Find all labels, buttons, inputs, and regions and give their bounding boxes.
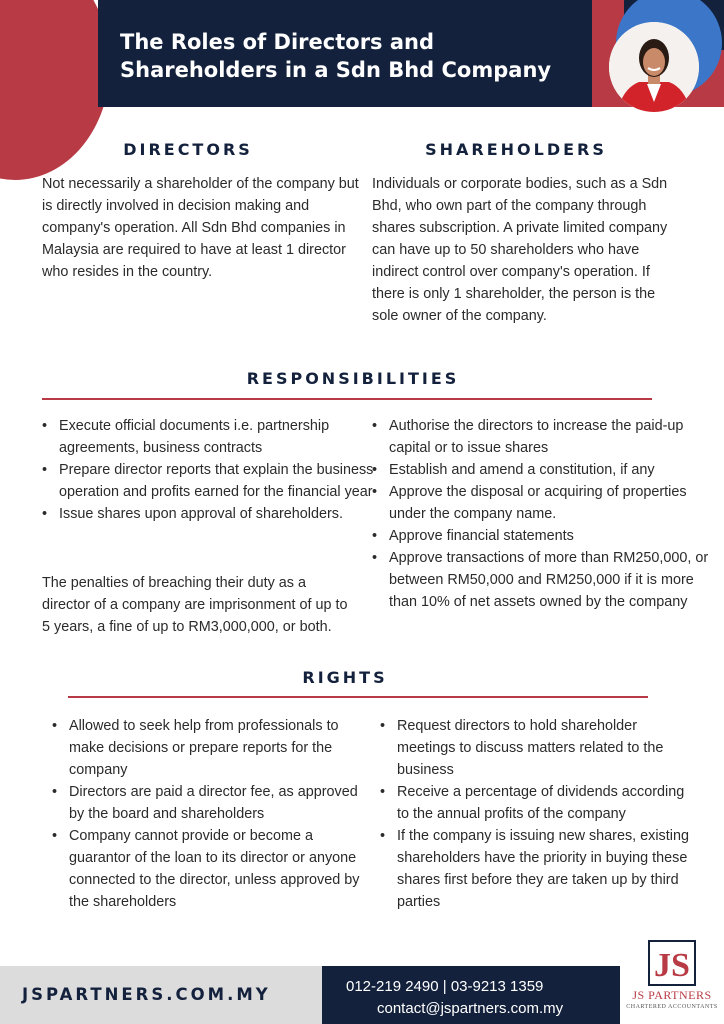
header-banner	[98, 0, 602, 107]
logo-subtitle: CHARTERED ACCOUNTANTS	[626, 1004, 718, 1010]
directors-description: Not necessarily a shareholder of the company but is directly involved in decision making and company's operation. All Sdn Bhd companies in Malaysia are required to have at least 1 director who resides in the country.	[42, 176, 359, 280]
shareholders-responsibilities-list	[371, 415, 709, 613]
list-item: • Authorise the directors to increase the paid-up capital or to issue shares	[389, 415, 709, 459]
list-item: • Request directors to hold shareholder meetings to discuss matters related to the business	[397, 715, 697, 781]
company-logo	[620, 932, 724, 1024]
list-item: • If the company is issuing new shares, existing shareholders have the priority in buying these shares first before they are taken up by third parties	[397, 825, 697, 913]
directors-penalties-note: The penalties of breaching their duty as a director of a company are imprisonment of up to 5 years, a fine of up to RM3,000,000, or both.	[42, 575, 348, 635]
list-item: • Approve transactions of more than RM250,000, or between RM50,000 and RM250,000 if it is more than 10% of net assets owned by the company	[389, 547, 709, 613]
directors-responsibilities-list	[41, 415, 374, 525]
shareholders-rights-list	[379, 715, 697, 913]
logo-mark-text: JS	[654, 947, 690, 984]
list-item: • Issue shares upon approval of shareholders.	[59, 503, 374, 525]
js-monogram-icon	[648, 940, 696, 986]
list-item: • Company cannot provide or become a guarantor of the loan to its director or anyone connected to the director, unless approved by the shareholders	[69, 825, 367, 913]
list-item: • Approve financial statements	[389, 525, 709, 547]
list-item: • Receive a percentage of dividends according to the annual profits of the company	[397, 781, 697, 825]
website-link[interactable]: JSPARTNERS.COM.MY	[22, 985, 271, 1004]
shareholders-heading: SHAREHOLDERS	[425, 140, 607, 159]
shareholders-description: Individuals or corporate bodies, such as a Sdn Bhd, who own part of the company through shares subscription. A private limited company can have up to 50 shareholders who have indirect control over company's operation. If there is only 1 shareholder, the person is the sole owner of the company.	[372, 176, 668, 324]
phone-numbers: 012-219 2490 | 03-9213 1359	[346, 978, 544, 995]
list-item: • Directors are paid a director fee, as approved by the board and shareholders	[69, 781, 367, 825]
avatar-portrait-icon	[609, 22, 699, 112]
responsibilities-divider	[42, 398, 652, 400]
list-item: • Execute official documents i.e. partnership agreements, business contracts	[59, 415, 374, 459]
directors-heading: DIRECTORS	[123, 140, 253, 159]
directors-rights-list	[51, 715, 367, 913]
responsibilities-heading: RESPONSIBILITIES	[246, 369, 460, 388]
list-item: • Prepare director reports that explain the business operation and profits earned for the financial year	[59, 459, 374, 503]
list-item: • Establish and amend a constitution, if any	[389, 459, 709, 481]
rights-divider	[68, 696, 648, 698]
logo-name: JS PARTNERS	[632, 988, 712, 1002]
page-title: The Roles of Directors and Shareholders in a Sdn Bhd Company	[120, 30, 552, 82]
list-item: • Allowed to seek help from professionals to make decisions or prepare reports for the company	[69, 715, 367, 781]
list-item: • Approve the disposal or acquiring of properties under the company name.	[389, 481, 709, 525]
avatar	[609, 22, 699, 112]
email-link[interactable]: contact@jspartners.com.my	[377, 1000, 564, 1017]
rights-heading: RIGHTS	[302, 668, 388, 687]
